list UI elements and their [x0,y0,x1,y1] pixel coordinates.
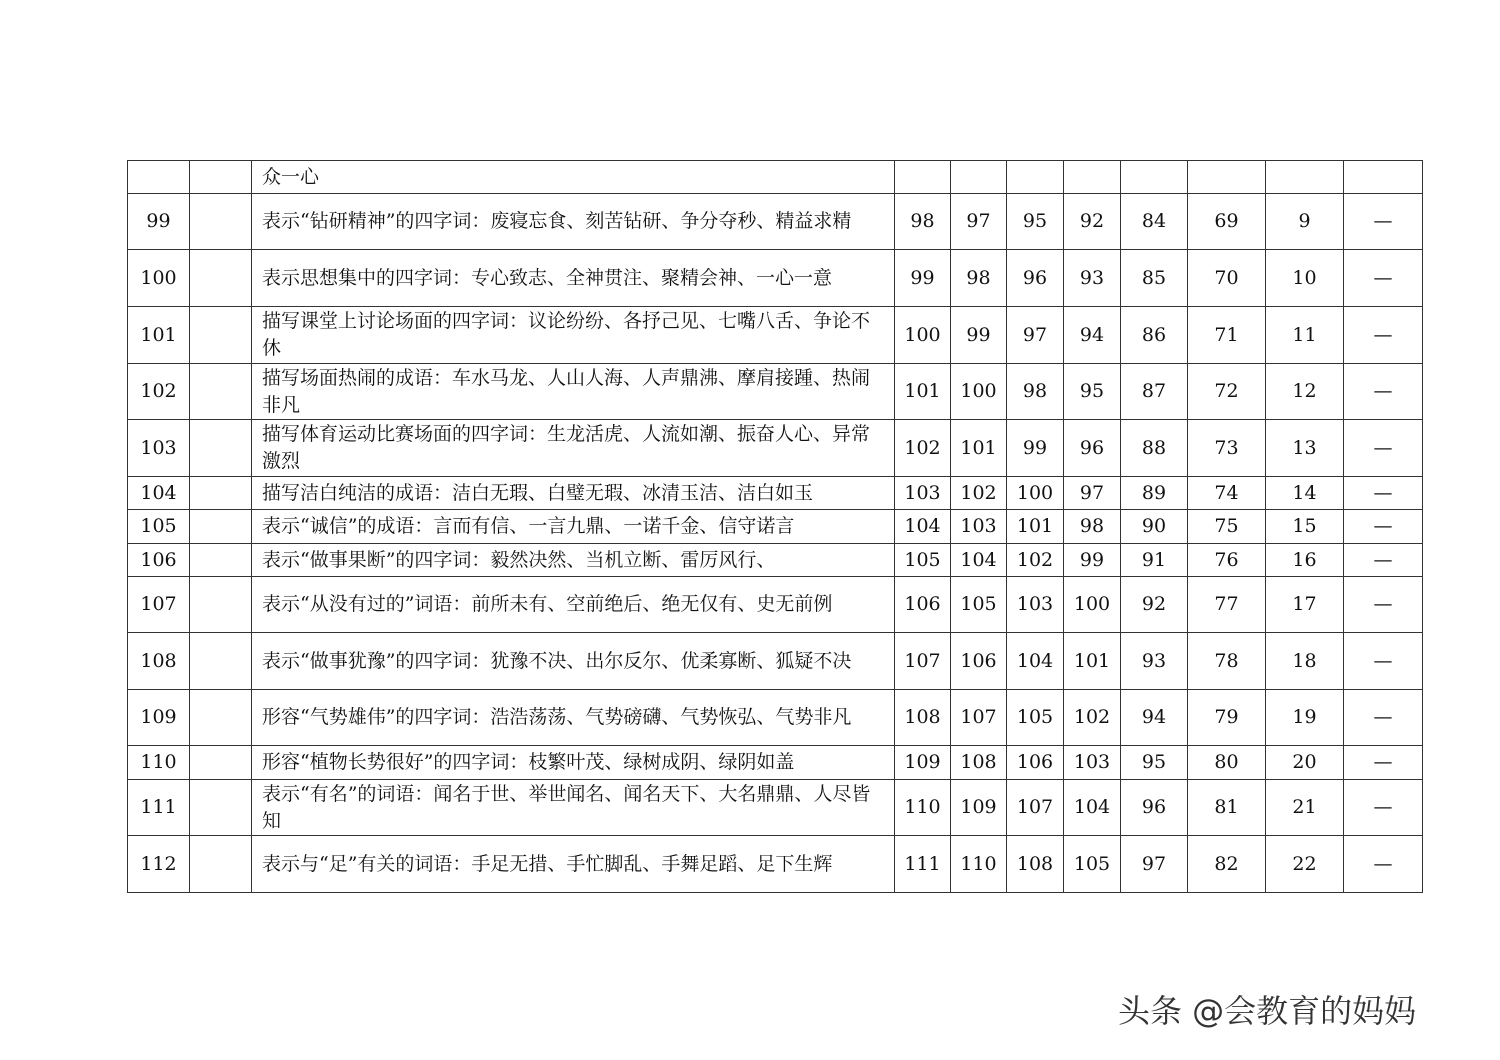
value-cell: 104 [1064,780,1121,836]
value-cell: 86 [1121,307,1188,364]
table-row [128,544,1423,577]
description-cell: 表示“做事果断”的四字词：毅然决然、当机立断、雷厉风行、 [252,544,895,577]
value-cell: 105 [895,544,951,577]
value-cell [1266,161,1344,194]
value-cell: — [1344,250,1423,307]
value-cell: 101 [951,420,1007,477]
value-cell: 101 [1064,633,1121,690]
blank-cell [190,510,252,544]
value-cell: 98 [895,194,951,250]
table-row [128,194,1423,250]
description-cell: 形容“植物长势很好”的四字词：枝繁叶茂、绿树成阴、绿阴如盖 [252,746,895,780]
value-cell: 20 [1266,746,1344,780]
description-cell: 表示“诚信”的成语：言而有信、一言九鼎、一诺千金、信守诺言 [252,510,895,544]
value-cell: 107 [895,633,951,690]
value-cell: 74 [1188,477,1266,510]
value-cell: 76 [1188,544,1266,577]
value-cell: 10 [1266,250,1344,307]
table-row [128,477,1423,510]
table-row [128,510,1423,544]
value-cell: — [1344,307,1423,364]
table-row [128,633,1423,690]
description-cell: 表示“有名”的词语：闻名于世、举世闻名、闻名天下、大名鼎鼎、人尽皆知 [252,780,895,836]
value-cell: 13 [1266,420,1344,477]
word-table [127,160,1423,893]
value-cell: 81 [1188,780,1266,836]
value-cell: 95 [1121,746,1188,780]
row-number-cell: 104 [128,477,190,510]
value-cell: 95 [1007,194,1064,250]
value-cell: 19 [1266,690,1344,746]
value-cell: 109 [951,780,1007,836]
value-cell: 75 [1188,510,1266,544]
description-cell: 描写场面热闹的成语：车水马龙、人山人海、人声鼎沸、摩肩接踵、热闹非凡 [252,364,895,420]
value-cell: 11 [1266,307,1344,364]
value-cell: 92 [1121,577,1188,633]
value-cell: 102 [895,420,951,477]
table-row [128,250,1423,307]
value-cell: 110 [895,780,951,836]
value-cell [1064,161,1121,194]
value-cell: — [1344,544,1423,577]
value-cell: — [1344,690,1423,746]
description-cell: 表示与“足”有关的词语：手足无措、手忙脚乱、手舞足蹈、足下生辉 [252,836,895,893]
value-cell: 97 [1007,307,1064,364]
value-cell: 101 [1007,510,1064,544]
value-cell: — [1344,836,1423,893]
value-cell: 107 [951,690,1007,746]
row-number-cell: 111 [128,780,190,836]
blank-cell [190,307,252,364]
value-cell: 96 [1121,780,1188,836]
value-cell: 110 [951,836,1007,893]
value-cell: 87 [1121,364,1188,420]
value-cell: 104 [895,510,951,544]
blank-cell [190,746,252,780]
value-cell: 111 [895,836,951,893]
value-cell: 84 [1121,194,1188,250]
value-cell: — [1344,746,1423,780]
value-cell: 100 [895,307,951,364]
table-row [128,690,1423,746]
value-cell: 96 [1064,420,1121,477]
blank-cell [190,577,252,633]
blank-cell [190,633,252,690]
table-row [128,746,1423,780]
value-cell: 17 [1266,577,1344,633]
value-cell: 102 [1007,544,1064,577]
row-number-cell: 101 [128,307,190,364]
value-cell: 16 [1266,544,1344,577]
value-cell: 88 [1121,420,1188,477]
value-cell: 100 [1007,477,1064,510]
description-cell: 表示“从没有过的”词语：前所未有、空前绝后、绝无仅有、史无前例 [252,577,895,633]
blank-cell [190,420,252,477]
value-cell: 22 [1266,836,1344,893]
value-cell: 80 [1188,746,1266,780]
value-cell: 105 [951,577,1007,633]
description-cell: 描写体育运动比赛场面的四字词：生龙活虎、人流如潮、振奋人心、异常激烈 [252,420,895,477]
value-cell: — [1344,577,1423,633]
row-number-cell: 106 [128,544,190,577]
value-cell: 108 [951,746,1007,780]
description-cell: 表示“做事犹豫”的四字词：犹豫不决、出尔反尔、优柔寡断、狐疑不决 [252,633,895,690]
table-row [128,364,1423,420]
value-cell: 73 [1188,420,1266,477]
value-cell: 97 [1121,836,1188,893]
blank-cell [190,836,252,893]
value-cell: 15 [1266,510,1344,544]
value-cell: 103 [895,477,951,510]
value-cell: 89 [1121,477,1188,510]
value-cell: 97 [1064,477,1121,510]
value-cell: 78 [1188,633,1266,690]
value-cell: 18 [1266,633,1344,690]
value-cell: 69 [1188,194,1266,250]
table-row [128,307,1423,364]
value-cell: 99 [951,307,1007,364]
row-number-cell: 100 [128,250,190,307]
value-cell: 96 [1007,250,1064,307]
value-cell: 107 [1007,780,1064,836]
value-cell: 90 [1121,510,1188,544]
value-cell: — [1344,633,1423,690]
value-cell: 102 [1064,690,1121,746]
value-cell: 106 [951,633,1007,690]
value-cell: 109 [895,746,951,780]
value-cell: 77 [1188,577,1266,633]
value-cell: — [1344,194,1423,250]
value-cell [951,161,1007,194]
value-cell [1121,161,1188,194]
value-cell: 94 [1064,307,1121,364]
value-cell: 94 [1121,690,1188,746]
blank-cell [190,364,252,420]
row-number-cell: 99 [128,194,190,250]
value-cell: 79 [1188,690,1266,746]
value-cell: 99 [895,250,951,307]
row-number-cell: 107 [128,577,190,633]
description-cell: 表示“钻研精神”的四字词：废寝忘食、刻苦钻研、争分夺秒、精益求精 [252,194,895,250]
value-cell: 99 [1007,420,1064,477]
value-cell: 108 [895,690,951,746]
description-cell: 描写课堂上讨论场面的四字词：议论纷纷、各抒己见、七嘴八舌、争论不休 [252,307,895,364]
value-cell: 72 [1188,364,1266,420]
table-row [128,420,1423,477]
value-cell [1344,161,1423,194]
value-cell: 93 [1121,633,1188,690]
value-cell [1188,161,1266,194]
description-cell: 描写洁白纯洁的成语：洁白无瑕、白璧无瑕、冰清玉洁、洁白如玉 [252,477,895,510]
description-cell: 众一心 [252,161,895,194]
blank-cell [190,161,252,194]
value-cell: 104 [951,544,1007,577]
value-cell: 103 [1064,746,1121,780]
value-cell: — [1344,510,1423,544]
value-cell: 82 [1188,836,1266,893]
value-cell: 93 [1064,250,1121,307]
value-cell: 91 [1121,544,1188,577]
value-cell: 104 [1007,633,1064,690]
value-cell: 9 [1266,194,1344,250]
value-cell [895,161,951,194]
row-number-cell [128,161,190,194]
description-cell: 表示思想集中的四字词：专心致志、全神贯注、聚精会神、一心一意 [252,250,895,307]
table-row [128,161,1423,194]
value-cell: 103 [1007,577,1064,633]
blank-cell [190,544,252,577]
value-cell: — [1344,420,1423,477]
value-cell: 98 [1007,364,1064,420]
table-row [128,836,1423,893]
value-cell: 108 [1007,836,1064,893]
value-cell: 85 [1121,250,1188,307]
description-cell: 形容“气势雄伟”的四字词：浩浩荡荡、气势磅礴、气势恢弘、气势非凡 [252,690,895,746]
row-number-cell: 103 [128,420,190,477]
value-cell: 98 [951,250,1007,307]
value-cell: 70 [1188,250,1266,307]
blank-cell [190,250,252,307]
value-cell: 100 [1064,577,1121,633]
value-cell: — [1344,780,1423,836]
value-cell: 92 [1064,194,1121,250]
table-row [128,780,1423,836]
value-cell: 95 [1064,364,1121,420]
watermark-text: 头条 @会教育的妈妈 [1118,992,1417,1030]
value-cell: — [1344,364,1423,420]
value-cell: 100 [951,364,1007,420]
blank-cell [190,780,252,836]
row-number-cell: 102 [128,364,190,420]
value-cell: 98 [1064,510,1121,544]
value-cell: 105 [1064,836,1121,893]
value-cell: 103 [951,510,1007,544]
row-number-cell: 112 [128,836,190,893]
row-number-cell: 105 [128,510,190,544]
value-cell: — [1344,477,1423,510]
blank-cell [190,690,252,746]
row-number-cell: 109 [128,690,190,746]
row-number-cell: 108 [128,633,190,690]
value-cell: 71 [1188,307,1266,364]
value-cell [1007,161,1064,194]
value-cell: 101 [895,364,951,420]
value-cell: 12 [1266,364,1344,420]
value-cell: 106 [895,577,951,633]
value-cell: 99 [1064,544,1121,577]
blank-cell [190,194,252,250]
value-cell: 105 [1007,690,1064,746]
value-cell: 14 [1266,477,1344,510]
table-row [128,577,1423,633]
value-cell: 21 [1266,780,1344,836]
blank-cell [190,477,252,510]
value-cell: 102 [951,477,1007,510]
value-cell: 106 [1007,746,1064,780]
value-cell: 97 [951,194,1007,250]
row-number-cell: 110 [128,746,190,780]
